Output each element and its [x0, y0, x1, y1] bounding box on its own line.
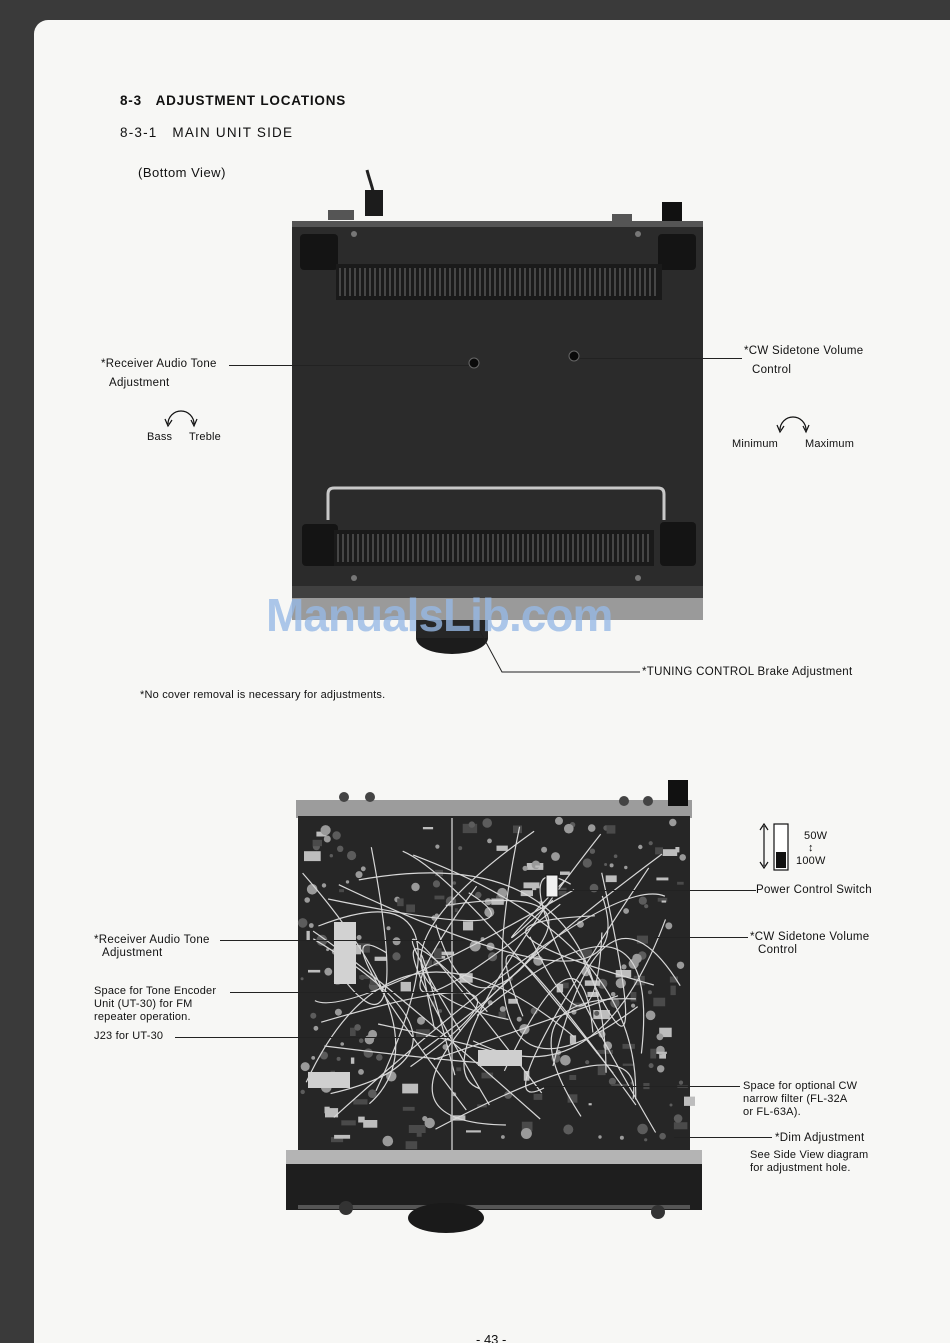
tone-encoder-label-3: repeater operation.: [94, 1011, 191, 1023]
bottom-view-label: (Bottom View): [138, 165, 226, 180]
treble-label: Treble: [189, 431, 221, 443]
dim-adjust-label-1: *Dim Adjustment: [775, 1132, 865, 1144]
page-number: - 43 -: [476, 1332, 507, 1343]
cw-filter-label-3: or FL-63A).: [743, 1106, 801, 1118]
subsection-number: 8-3-1: [120, 125, 158, 140]
section-number: 8-3: [120, 93, 142, 108]
cw-volume-label-2: Control: [752, 364, 792, 376]
rx-tone-leader-2: [220, 940, 466, 941]
bass-label: Bass: [147, 431, 173, 443]
power-switch-icon: [758, 820, 798, 874]
section-title: ADJUSTMENT LOCATIONS: [155, 93, 347, 108]
power-switch-label: Power Control Switch: [756, 884, 872, 896]
cw-volume-label-1: *CW Sidetone Volume: [744, 345, 864, 357]
rx-tone-label-2-2: Adjustment: [102, 947, 163, 959]
tone-encoder-leader: [230, 992, 466, 993]
rx-tone-label-2-1: *Receiver Audio Tone: [94, 934, 210, 946]
manualslib-watermark: ManualsLib.com: [266, 589, 613, 641]
rx-tone-label-2: Adjustment: [109, 377, 170, 389]
tuning-brake-label: *TUNING CONTROL Brake Adjustment: [642, 666, 853, 678]
cw-volume-label-2-2: Control: [758, 944, 798, 956]
power-switch-leader: [558, 890, 756, 891]
tone-encoder-label-1: Space for Tone Encoder: [94, 985, 217, 997]
rx-tone-label-1: *Receiver Audio Tone: [101, 358, 217, 370]
j23-leader: [175, 1037, 450, 1038]
j23-label: J23 for UT-30: [94, 1030, 164, 1042]
dim-adjust-leader: [674, 1137, 772, 1138]
no-cover-note: *No cover removal is necessary for adjustments.: [140, 689, 386, 701]
tone-encoder-label-2: Unit (UT-30) for FM: [94, 998, 193, 1010]
maximum-label: Maximum: [805, 438, 855, 450]
cw-volume-label-2-1: *CW Sidetone Volume: [750, 931, 870, 943]
dim-adjust-label-2: See Side View diagram: [750, 1149, 869, 1161]
dim-adjust-label-3: for adjustment hole.: [750, 1162, 851, 1174]
cw-filter-label-2: narrow filter (FL-32A: [743, 1093, 848, 1105]
cw-filter-leader: [530, 1086, 740, 1087]
power-updown-icon: ↕: [808, 842, 814, 854]
cw-volume-leader-2: [654, 937, 748, 938]
power-50w-label: 50W: [804, 830, 828, 842]
cw-filter-label-1: Space for optional CW: [743, 1080, 858, 1092]
power-100w-label: 100W: [796, 855, 826, 867]
minimum-label: Minimum: [732, 438, 779, 450]
manual-page: [34, 20, 950, 1343]
subsection-title: MAIN UNIT SIDE: [172, 125, 294, 140]
